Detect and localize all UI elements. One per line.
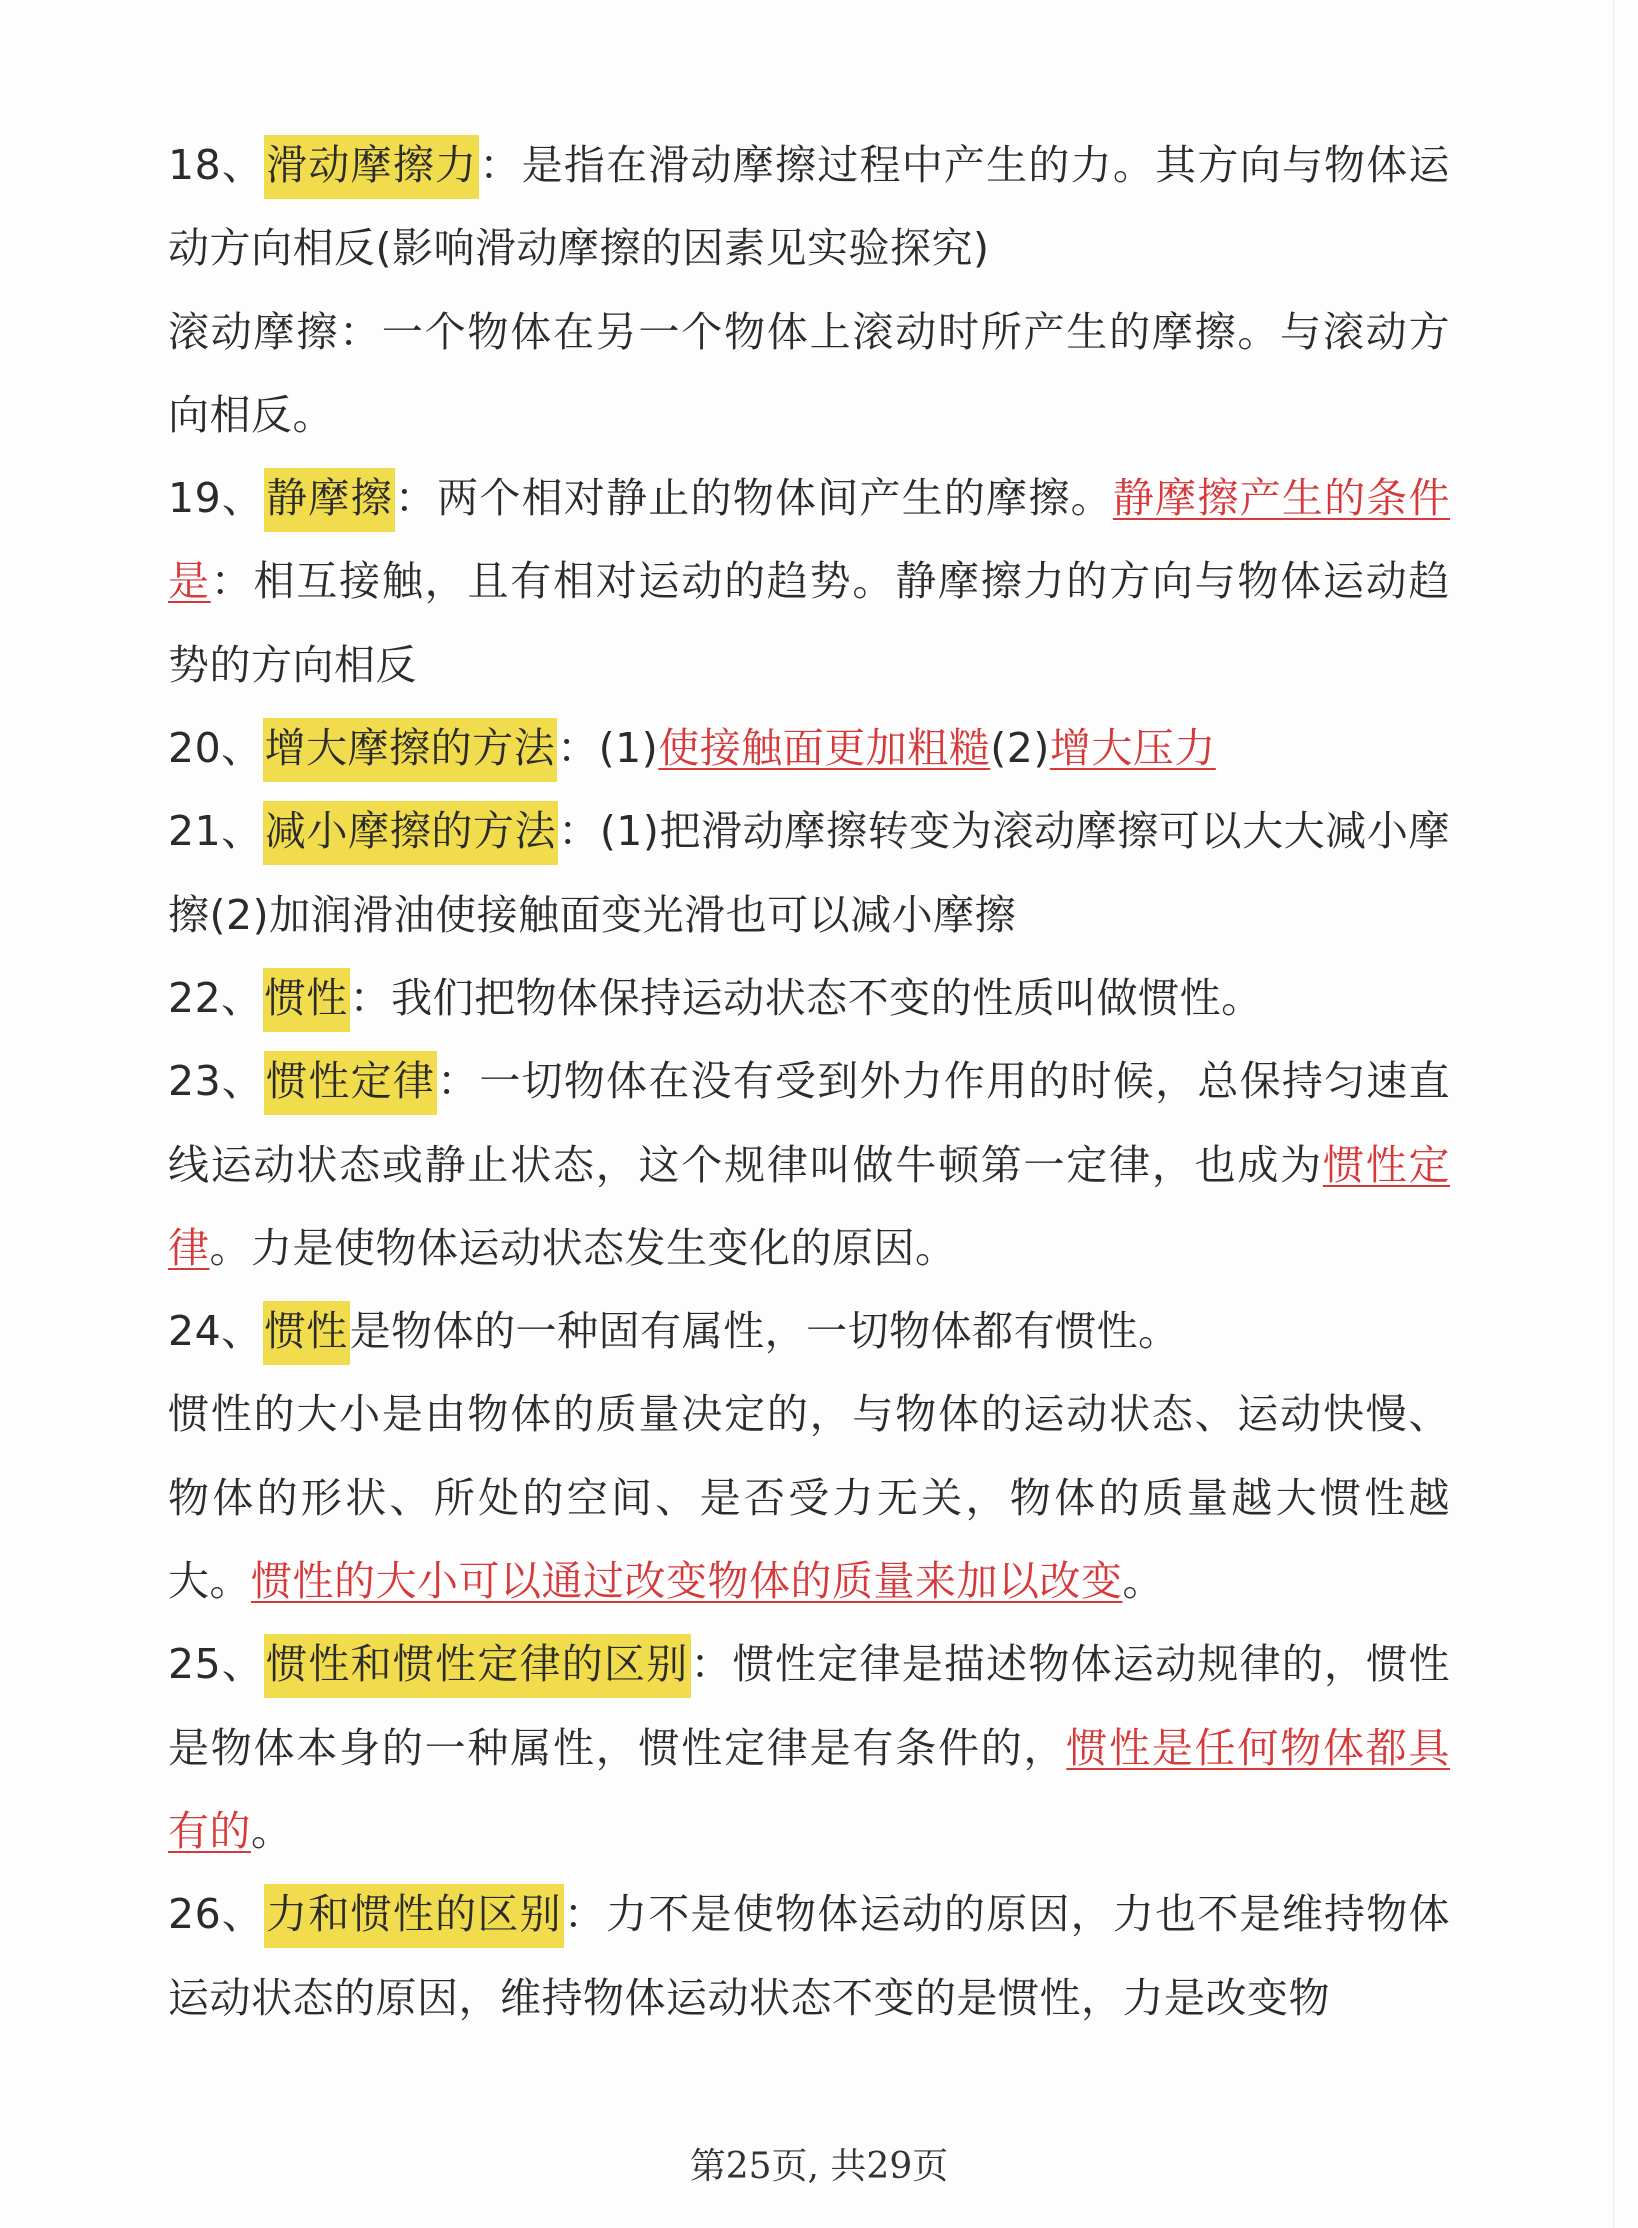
item-text: (2): [990, 724, 1050, 773]
item-number: 23、: [168, 1057, 265, 1106]
item-text: ：(1): [557, 724, 659, 773]
item-text: 。: [1122, 1557, 1164, 1606]
item-20: [168, 707, 1450, 790]
item-number: 20、: [168, 724, 263, 773]
item-19: [168, 457, 1450, 707]
rolling-friction: [168, 291, 1450, 458]
page-number-footer: 第25页, 共29页: [689, 2146, 949, 2187]
item-18: [168, 124, 1450, 291]
item-text: ：是指在滑动摩擦过程中产生的力。其方向与物体运动方向相反(影响滑动摩擦的因素见实验探究): [168, 141, 1451, 273]
item-text: ：惯性定律是描述物体运动规律的，惯性是物体本身的一种属性，惯性定律是有条件的，: [168, 1640, 1451, 1772]
highlighted-term: 减小摩擦的方法: [263, 801, 558, 865]
item-24: [168, 1290, 1450, 1373]
item-text: ：我们把物体保持运动状态不变的性质叫做惯性。: [349, 973, 1263, 1022]
item-number: 25、: [168, 1640, 265, 1689]
inertia-magnitude: [168, 1373, 1450, 1623]
red-underlined-text: 惯性是任何物体都具有的: [168, 1723, 1451, 1855]
red-underlined-text: 静摩擦产生的条件是: [168, 474, 1451, 606]
highlighted-term: 力和惯性的区别: [264, 1884, 564, 1948]
item-number: 19、: [168, 474, 265, 523]
red-underlined-text: 使接触面更加粗糙: [658, 724, 991, 773]
item-text: ：两个相对静止的物体间产生的摩擦。: [394, 474, 1113, 523]
item-21: [168, 790, 1450, 957]
item-number: 18、: [168, 141, 265, 189]
red-underlined-text: 惯性定律: [168, 1140, 1451, 1272]
item-text: 是物体的一种固有属性，一切物体都有惯性。: [349, 1307, 1180, 1356]
highlighted-term: 惯性: [263, 1301, 350, 1365]
item-text: ：一切物体在没有受到外力作用的时候，总保持匀速直线运动状态或静止状态，这个规律叫做牛顿第一定律，也成为: [168, 1057, 1451, 1189]
item-text: 。力是使物体运动状态发生变化的原因。: [209, 1223, 957, 1272]
document-body: [168, 124, 1450, 2040]
item-22: [168, 957, 1450, 1040]
item-number: 26、: [168, 1890, 265, 1939]
item-text: 。: [251, 1806, 293, 1855]
page-edge: [1613, 0, 1614, 2228]
item-text: ：力不是使物体运动的原因，力也不是维持物体运动状态的原因，维持物体运动状态不变的是惯性，力是改变物: [168, 1890, 1451, 2022]
highlighted-term: 惯性定律: [264, 1051, 437, 1115]
item-number: 21、: [168, 807, 263, 856]
red-underlined-text: 惯性的大小可以通过改变物体的质量来加以改变: [251, 1557, 1123, 1606]
highlighted-term: 增大摩擦的方法: [263, 718, 558, 782]
item-text: ：(1)把滑动摩擦转变为滚动摩擦可以大大减小摩擦(2)加润滑油使接触面变光滑也可以减小摩擦: [168, 807, 1451, 939]
item-23: [168, 1040, 1450, 1290]
highlighted-term: 滑动摩擦力: [264, 135, 479, 199]
item-number: 22、: [168, 973, 263, 1022]
item-text: 惯性的大小是由物体的质量决定的，与物体的运动状态、运动快慢、物体的形状、所处的空间、是否受力无关，物体的质量越大惯性越大。: [168, 1390, 1450, 1606]
highlighted-term: 惯性和惯性定律的区别: [264, 1634, 690, 1698]
item-number: 24、: [168, 1307, 263, 1356]
highlighted-term: 静摩擦: [264, 468, 395, 532]
highlighted-term: 惯性: [263, 968, 350, 1032]
item-26: [168, 1873, 1450, 2040]
red-underlined-text: 增大压力: [1049, 724, 1216, 773]
item-text: 滚动摩擦：一个物体在另一个物体上滚动时所产生的摩擦。与滚动方向相反。: [168, 307, 1450, 439]
item-text: ：相互接触，且有相对运动的趋势。静摩擦力的方向与物体运动趋势的方向相反: [168, 557, 1451, 689]
item-25: [168, 1623, 1450, 1873]
